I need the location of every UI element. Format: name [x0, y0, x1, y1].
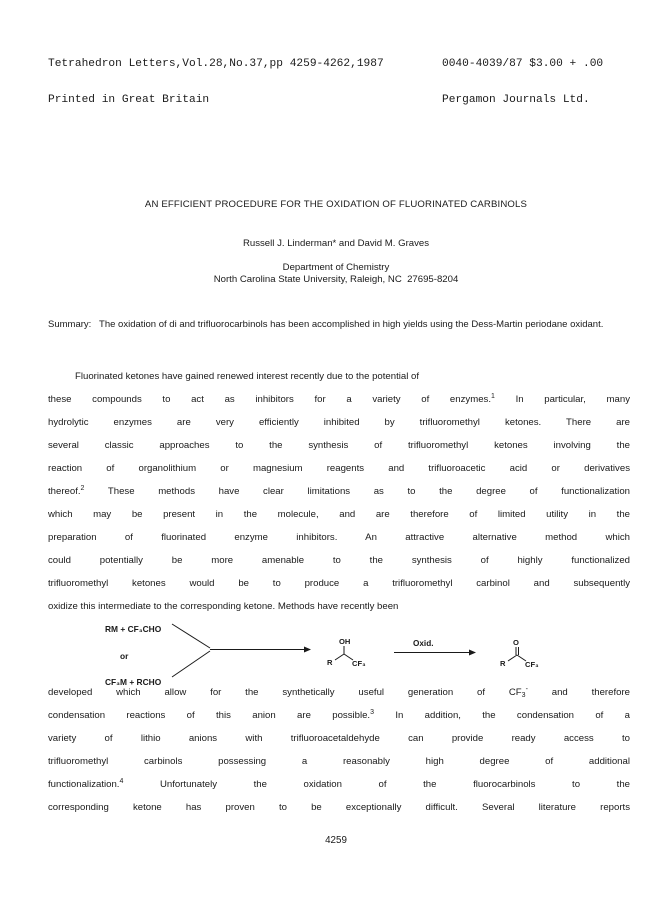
line-text: several classic approaches to the synthesis of trifluoromethyl ketones involving the — [48, 440, 630, 451]
body-line — [48, 754, 630, 770]
body-line — [48, 461, 630, 477]
line-text: trifluoromethyl ketones would be to produce a trifluoromethyl carbinol and subsequently — [48, 578, 630, 589]
summary-label: Summary: — [48, 319, 92, 330]
reactant-cf3-metal: CF₃M + RCHO — [105, 677, 162, 687]
line-text: which may be present in the molecule, and are therefore of limited utility in the — [48, 509, 630, 520]
line-text: thereof. — [48, 486, 81, 497]
summary — [48, 319, 628, 331]
ketone-cf3-bond — [517, 655, 526, 661]
carbinol-oh: OH — [339, 637, 351, 646]
subscript: 3 — [521, 692, 526, 699]
ketone-cf3: CF₃ — [525, 660, 539, 669]
university: North Carolina State University, Raleigh, NC 27695-8204 — [213, 274, 459, 285]
reference-superscript: 3 — [370, 709, 375, 716]
body-line — [48, 708, 630, 724]
reference-superscript: - — [525, 686, 528, 693]
carbinol-cf3-bond — [344, 654, 353, 660]
line-text: variety of lithio anions with trifluoroacetaldehyde can provide ready access to — [48, 733, 630, 744]
reference-superscript: 1 — [491, 393, 495, 400]
line-text: These methods have clear limitations as to the degree of functionalization — [84, 486, 630, 497]
body-line — [75, 369, 630, 385]
oxidation-label: Oxid. — [413, 639, 434, 648]
or-label: or — [120, 651, 129, 661]
carbinol-cf3: CF₃ — [352, 659, 366, 668]
line-text: oxidize this intermediate to the corresponding ketone. Methods have recently been — [48, 601, 399, 612]
ketone-o: O — [513, 638, 519, 647]
reference-superscript: 2 — [80, 485, 85, 492]
price-code-line: 0040-4039/87 $3.00 + .00 — [442, 58, 604, 70]
line-text: condensation reactions of this anion are possible. — [48, 710, 371, 721]
line-text: trifluoromethyl carbinols possessing a reasonably high degree of additional — [48, 756, 630, 767]
converge-line-bottom — [172, 651, 210, 677]
ketone-r: R — [500, 659, 506, 668]
carbinol-r: R — [327, 658, 333, 667]
body-line — [48, 530, 630, 546]
line-text: Unfortunately the oxidation of the fluorocarbinols to the — [123, 779, 630, 790]
department: Department of Chemistry — [282, 262, 390, 273]
line-text: and therefore — [527, 687, 630, 698]
author-list: Russell J. Linderman* and David M. Graves — [242, 238, 430, 249]
printed-in-line: Printed in Great Britain — [48, 94, 210, 106]
body-line — [48, 415, 630, 431]
summary-text: The oxidation of di and trifluorocarbinols has been accomplished in high yields using the Dess-Martin periodane oxidant. — [99, 319, 604, 330]
ketone-r-bond — [508, 655, 517, 661]
line-text: functionalization. — [48, 779, 120, 790]
body-line — [48, 685, 630, 701]
converge-line-top — [172, 624, 210, 648]
line-text: could potentially be more amenable to the synthesis of highly functionalized — [48, 555, 630, 566]
journal-citation — [48, 34, 384, 118]
body-line — [48, 777, 630, 793]
line-text: Fluorinated ketones have gained renewed interest recently due to the potential of — [75, 371, 420, 382]
reference-superscript: 4 — [119, 778, 124, 785]
page-number: 4259 — [325, 835, 347, 846]
carbinol-r-bond — [335, 654, 344, 660]
body-line — [48, 731, 630, 747]
body-line — [48, 484, 630, 500]
body-line — [48, 576, 630, 592]
line-text: In addition, the condensation of a — [374, 710, 630, 721]
citation-line: Tetrahedron Letters,Vol.28,No.37,pp 4259-4262,1987 — [48, 58, 384, 70]
line-text: these compounds to act as inhibitors for a variety of enzymes. — [48, 394, 491, 405]
line-text: hydrolytic enzymes are very efficiently inhibited by trifluoromethyl ketones. There are — [48, 417, 630, 428]
arrowhead-1 — [304, 647, 311, 653]
line-text: developed which allow for the synthetically useful generation of CF — [48, 687, 522, 698]
publisher-line: Pergamon Journals Ltd. — [442, 94, 590, 106]
line-text: In particular, many — [494, 394, 630, 405]
body-line — [48, 507, 630, 523]
body-line — [48, 438, 630, 454]
paper-title: AN EFFICIENT PROCEDURE FOR THE OXIDATION OF FLUORINATED CARBINOLS — [144, 199, 528, 210]
line-text: preparation of fluorinated enzyme inhibitors. An attractive alternative method which — [48, 532, 630, 543]
body-line — [48, 392, 630, 408]
body-line — [48, 800, 630, 816]
body-line — [48, 599, 630, 615]
arrowhead-2 — [469, 650, 476, 656]
publisher-info — [442, 34, 603, 118]
body-line — [48, 553, 630, 569]
line-text: corresponding ketone has proven to be exceptionally difficult. Several literature reports — [48, 802, 630, 813]
line-text: reaction of organolithium or magnesium reagents and trifluoroacetic acid or derivatives — [48, 463, 630, 474]
reactant-organometallic: RM + CF₃CHO — [105, 624, 162, 634]
